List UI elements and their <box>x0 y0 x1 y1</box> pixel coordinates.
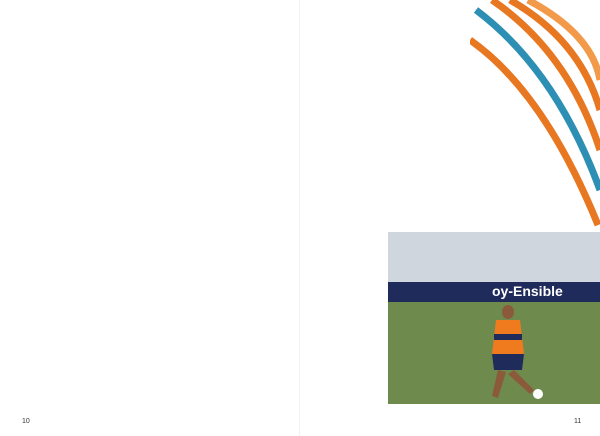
page-number-left: 10 <box>22 418 30 425</box>
column-left <box>22 10 168 408</box>
page-number-right: 11 <box>574 418 582 425</box>
column-middle <box>176 10 318 408</box>
match-photo <box>388 232 600 404</box>
decorative-stripes <box>470 0 600 230</box>
ad-board-text: oy-Ensible <box>492 283 563 299</box>
